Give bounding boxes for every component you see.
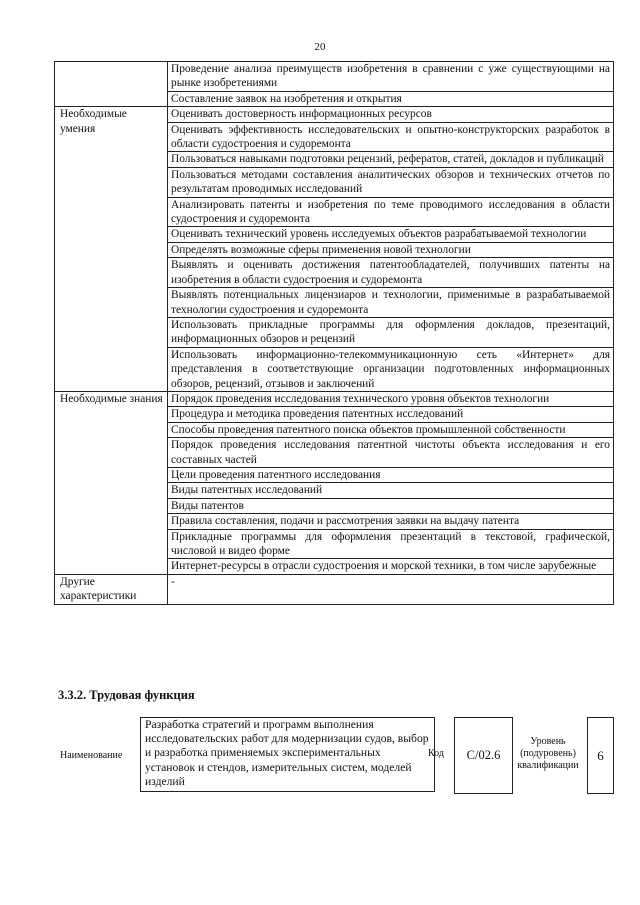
function-code: С/02.6 bbox=[454, 717, 513, 794]
name-label: Наименование bbox=[60, 750, 123, 761]
row-label bbox=[55, 62, 168, 107]
table-cell: Виды патентных исследований bbox=[168, 483, 614, 498]
function-name: Разработка стратегий и программ выполнения исследовательских работ для модернизации судов, выбор и разработка применяемых экспериментальных установок и стендов, измерительных систем, моделей изделий bbox=[140, 717, 435, 792]
table-cell: - bbox=[168, 574, 614, 604]
requirements-table bbox=[54, 61, 614, 605]
table-cell: Прикладные программы для оформления презентаций в текстовой, графической, числовой и видео форме bbox=[168, 529, 614, 559]
table-cell: Правила составления, подачи и рассмотрения заявки на выдачу патента bbox=[168, 514, 614, 529]
table-cell: Порядок проведения исследования технического уровня объектов технологии bbox=[168, 391, 614, 406]
table-cell: Пользоваться навыками подготовки рецензий, рефератов, статей, докладов и публикаций bbox=[168, 152, 614, 167]
row-label-other: Другие характеристики bbox=[55, 574, 168, 604]
table-cell: Выявлять и оценивать достижения патентообладателей, получивших патенты на изобретения в области судостроения и судоремонта bbox=[168, 258, 614, 288]
table-cell: Проведение анализа преимуществ изобретения в сравнении с уже существующими на рынке изобретениями bbox=[168, 62, 614, 92]
table-cell: Виды патентов bbox=[168, 498, 614, 513]
table-cell: Цели проведения патентного исследования bbox=[168, 467, 614, 482]
row-label-knowledge: Необходимые знания bbox=[55, 391, 168, 574]
table-cell: Пользоваться методами составления аналитических обзоров и технических отчетов по результатам проводимых исследований bbox=[168, 167, 614, 197]
table-cell: Оценивать эффективность исследовательских и опытно-конструкторских разработок в области судостроения и судоремонта bbox=[168, 122, 614, 152]
qualification-level: 6 bbox=[587, 717, 614, 794]
table-row bbox=[55, 107, 614, 122]
table-row bbox=[55, 62, 614, 92]
code-label: Код bbox=[428, 748, 444, 759]
table-cell: Оценивать достоверность информационных ресурсов bbox=[168, 107, 614, 122]
table-cell: Оценивать технический уровень исследуемых объектов разрабатываемой технологии bbox=[168, 227, 614, 242]
table-cell: Интернет-ресурсы в отрасли судостроения и морской техники, в том числе зарубежные bbox=[168, 559, 614, 574]
table-cell: Использовать прикладные программы для оформления докладов, презентаций, информационных обзоров и рецензий bbox=[168, 317, 614, 347]
row-label-skills: Необходимые умения bbox=[55, 107, 168, 392]
table-cell: Анализировать патенты и изобретения по теме проводимого исследования в области судостроения и судоремонта bbox=[168, 197, 614, 227]
table-cell: Составление заявок на изобретения и открытия bbox=[168, 91, 614, 106]
table-cell: Использовать информационно-телекоммуникационную сеть «Интернет» для представления в соответствующие организации подготовленных информационных обзоров, рецензий, отзывов и заключений bbox=[168, 347, 614, 391]
table-cell: Процедура и методика проведения патентных исследований bbox=[168, 407, 614, 422]
section-title: 3.3.2. Трудовая функция bbox=[58, 688, 195, 702]
table-cell: Выявлять потенциальных лицензиаров и технологии, применимые в разрабатываемой технологии судостроения и судоремонта bbox=[168, 288, 614, 318]
table-cell: Способы проведения патентного поиска объектов промышленной собственности bbox=[168, 422, 614, 437]
page-number: 20 bbox=[314, 41, 326, 53]
table-row bbox=[55, 574, 614, 604]
table-cell: Определять возможные сферы применения новой технологии bbox=[168, 242, 614, 257]
level-label: Уровень (подуровень) квалификации bbox=[517, 736, 579, 771]
table-row bbox=[55, 391, 614, 406]
table-cell: Порядок проведения исследования патентной чистоты объекта исследования и его составных частей bbox=[168, 438, 614, 468]
